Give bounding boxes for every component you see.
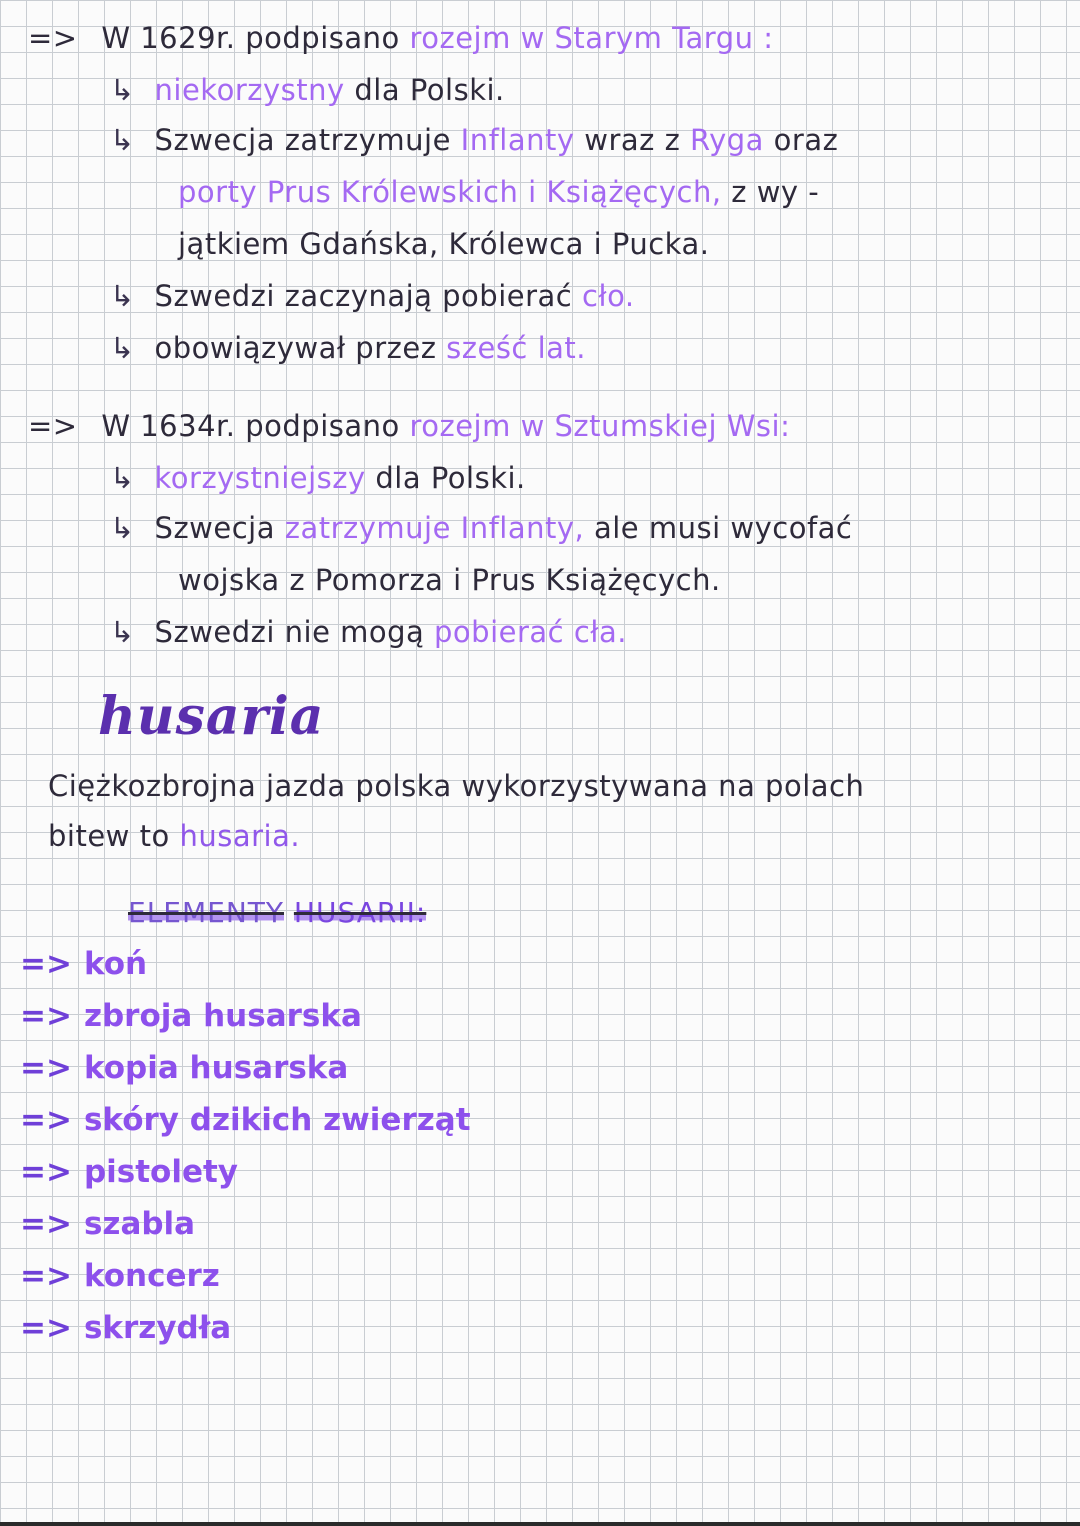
section1-bullet2-line3: jątkiem Gdańska, Królewca i Pucka. xyxy=(178,227,710,261)
list-item xyxy=(20,1258,220,1294)
list-item xyxy=(20,1050,348,1086)
item-text: skrzydła xyxy=(83,1310,232,1346)
s2-bullet2-start: Szwecja xyxy=(154,511,275,545)
arrow-icon: => xyxy=(28,409,78,443)
bullet-marker-icon: ↳ xyxy=(110,461,135,495)
item-text: kopia husarska xyxy=(83,1050,349,1086)
section1-bullet4 xyxy=(110,330,586,366)
section2-bullet1 xyxy=(110,460,526,496)
bullet2-start: Szwecja zatrzymuje xyxy=(154,123,451,157)
definition-line2-start: bitew to xyxy=(48,819,170,853)
arrow-icon: => xyxy=(28,21,78,55)
s2-bullet3-start: Szwedzi nie mogą xyxy=(154,615,425,649)
section1-bullet2 xyxy=(110,122,838,158)
bullet-marker-icon: ↳ xyxy=(110,73,135,107)
bullet2-violet1: Inflanty xyxy=(460,123,575,157)
item-text: zbroja husarska xyxy=(83,998,362,1034)
section2-treaty: rozejm w Sztumskiej Wsi: xyxy=(409,409,791,443)
bullet-marker-icon: ↳ xyxy=(110,511,135,545)
item-text: pistolety xyxy=(83,1154,239,1190)
s2-bullet1-violet: korzystniejszy xyxy=(154,461,366,495)
list-item xyxy=(20,998,362,1034)
husaria-definition-line2 xyxy=(48,818,300,854)
bullet1-violet: niekorzystny xyxy=(154,73,345,107)
bullet3-start: Szwedzi zaczynają pobierać xyxy=(154,279,573,313)
section2-bullet2-line2: wojska z Pomorza i Prus Książęcych. xyxy=(178,563,721,597)
list-item xyxy=(20,1206,195,1242)
arrow-icon: => xyxy=(20,1206,72,1242)
section1-heading xyxy=(28,20,774,56)
elements-heading xyxy=(128,896,426,929)
arrow-icon: => xyxy=(20,946,72,982)
bullet-marker-icon: ↳ xyxy=(110,123,135,157)
s2-bullet2-end: ale musi wycofać xyxy=(593,511,853,545)
bullet2-line2-rest: z wy - xyxy=(731,175,820,209)
item-text: skóry dzikich zwierząt xyxy=(83,1102,471,1138)
bullet-marker-icon: ↳ xyxy=(110,615,135,649)
section2-bullet3 xyxy=(110,614,627,650)
section2-bullet2 xyxy=(110,510,852,546)
s2-bullet1-rest: dla Polski. xyxy=(375,461,526,495)
bullet4-start: obowiązywał przez xyxy=(154,331,437,365)
list-item xyxy=(20,946,147,982)
item-text: szabla xyxy=(83,1206,196,1242)
husaria-definition-line1: Ciężkozbrojna jazda polska wykorzystywana na polach xyxy=(48,769,865,803)
arrow-icon: => xyxy=(20,1258,72,1294)
arrow-icon: => xyxy=(20,1050,72,1086)
section1-intro: W 1629r. podpisano xyxy=(101,21,400,55)
list-item xyxy=(20,1102,471,1138)
bullet2-end: oraz xyxy=(773,123,839,157)
list-item xyxy=(20,1154,238,1190)
elements-heading-part1: ELEMENTY xyxy=(128,896,284,929)
bullet-marker-icon: ↳ xyxy=(110,279,135,313)
section1-treaty: rozejm w Starym Targu : xyxy=(409,21,774,55)
bullet2-violet2: Ryga xyxy=(690,123,764,157)
page-bottom-edge xyxy=(0,1522,1080,1526)
arrow-icon: => xyxy=(20,1310,72,1346)
section1-bullet2-line2 xyxy=(178,174,819,210)
section1-bullet1 xyxy=(110,72,505,108)
bullet2-line2-violet: porty Prus Królewskich i Książęcych, xyxy=(178,175,722,209)
section2-intro: W 1634r. podpisano xyxy=(101,409,400,443)
bullet4-violet: sześć lat. xyxy=(446,331,587,365)
list-item xyxy=(20,1310,231,1346)
bullet2-mid: wraz z xyxy=(584,123,681,157)
elements-heading-part2: HUSARII: xyxy=(293,896,427,929)
section2-heading xyxy=(28,408,790,444)
item-text: koń xyxy=(83,946,148,982)
bullet-marker-icon: ↳ xyxy=(110,331,135,365)
arrow-icon: => xyxy=(20,998,72,1034)
husaria-title: husaria xyxy=(98,686,325,747)
s2-bullet2-violet: zatrzymuje Inflanty, xyxy=(284,511,585,545)
arrow-icon: => xyxy=(20,1102,72,1138)
definition-line2-violet: husaria. xyxy=(179,819,301,853)
section1-bullet3 xyxy=(110,278,635,314)
s2-bullet3-violet: pobierać cła. xyxy=(434,615,628,649)
arrow-icon: => xyxy=(20,1154,72,1190)
bullet1-rest: dla Polski. xyxy=(354,73,505,107)
bullet3-violet: cło. xyxy=(581,279,635,313)
item-text: koncerz xyxy=(83,1258,220,1294)
